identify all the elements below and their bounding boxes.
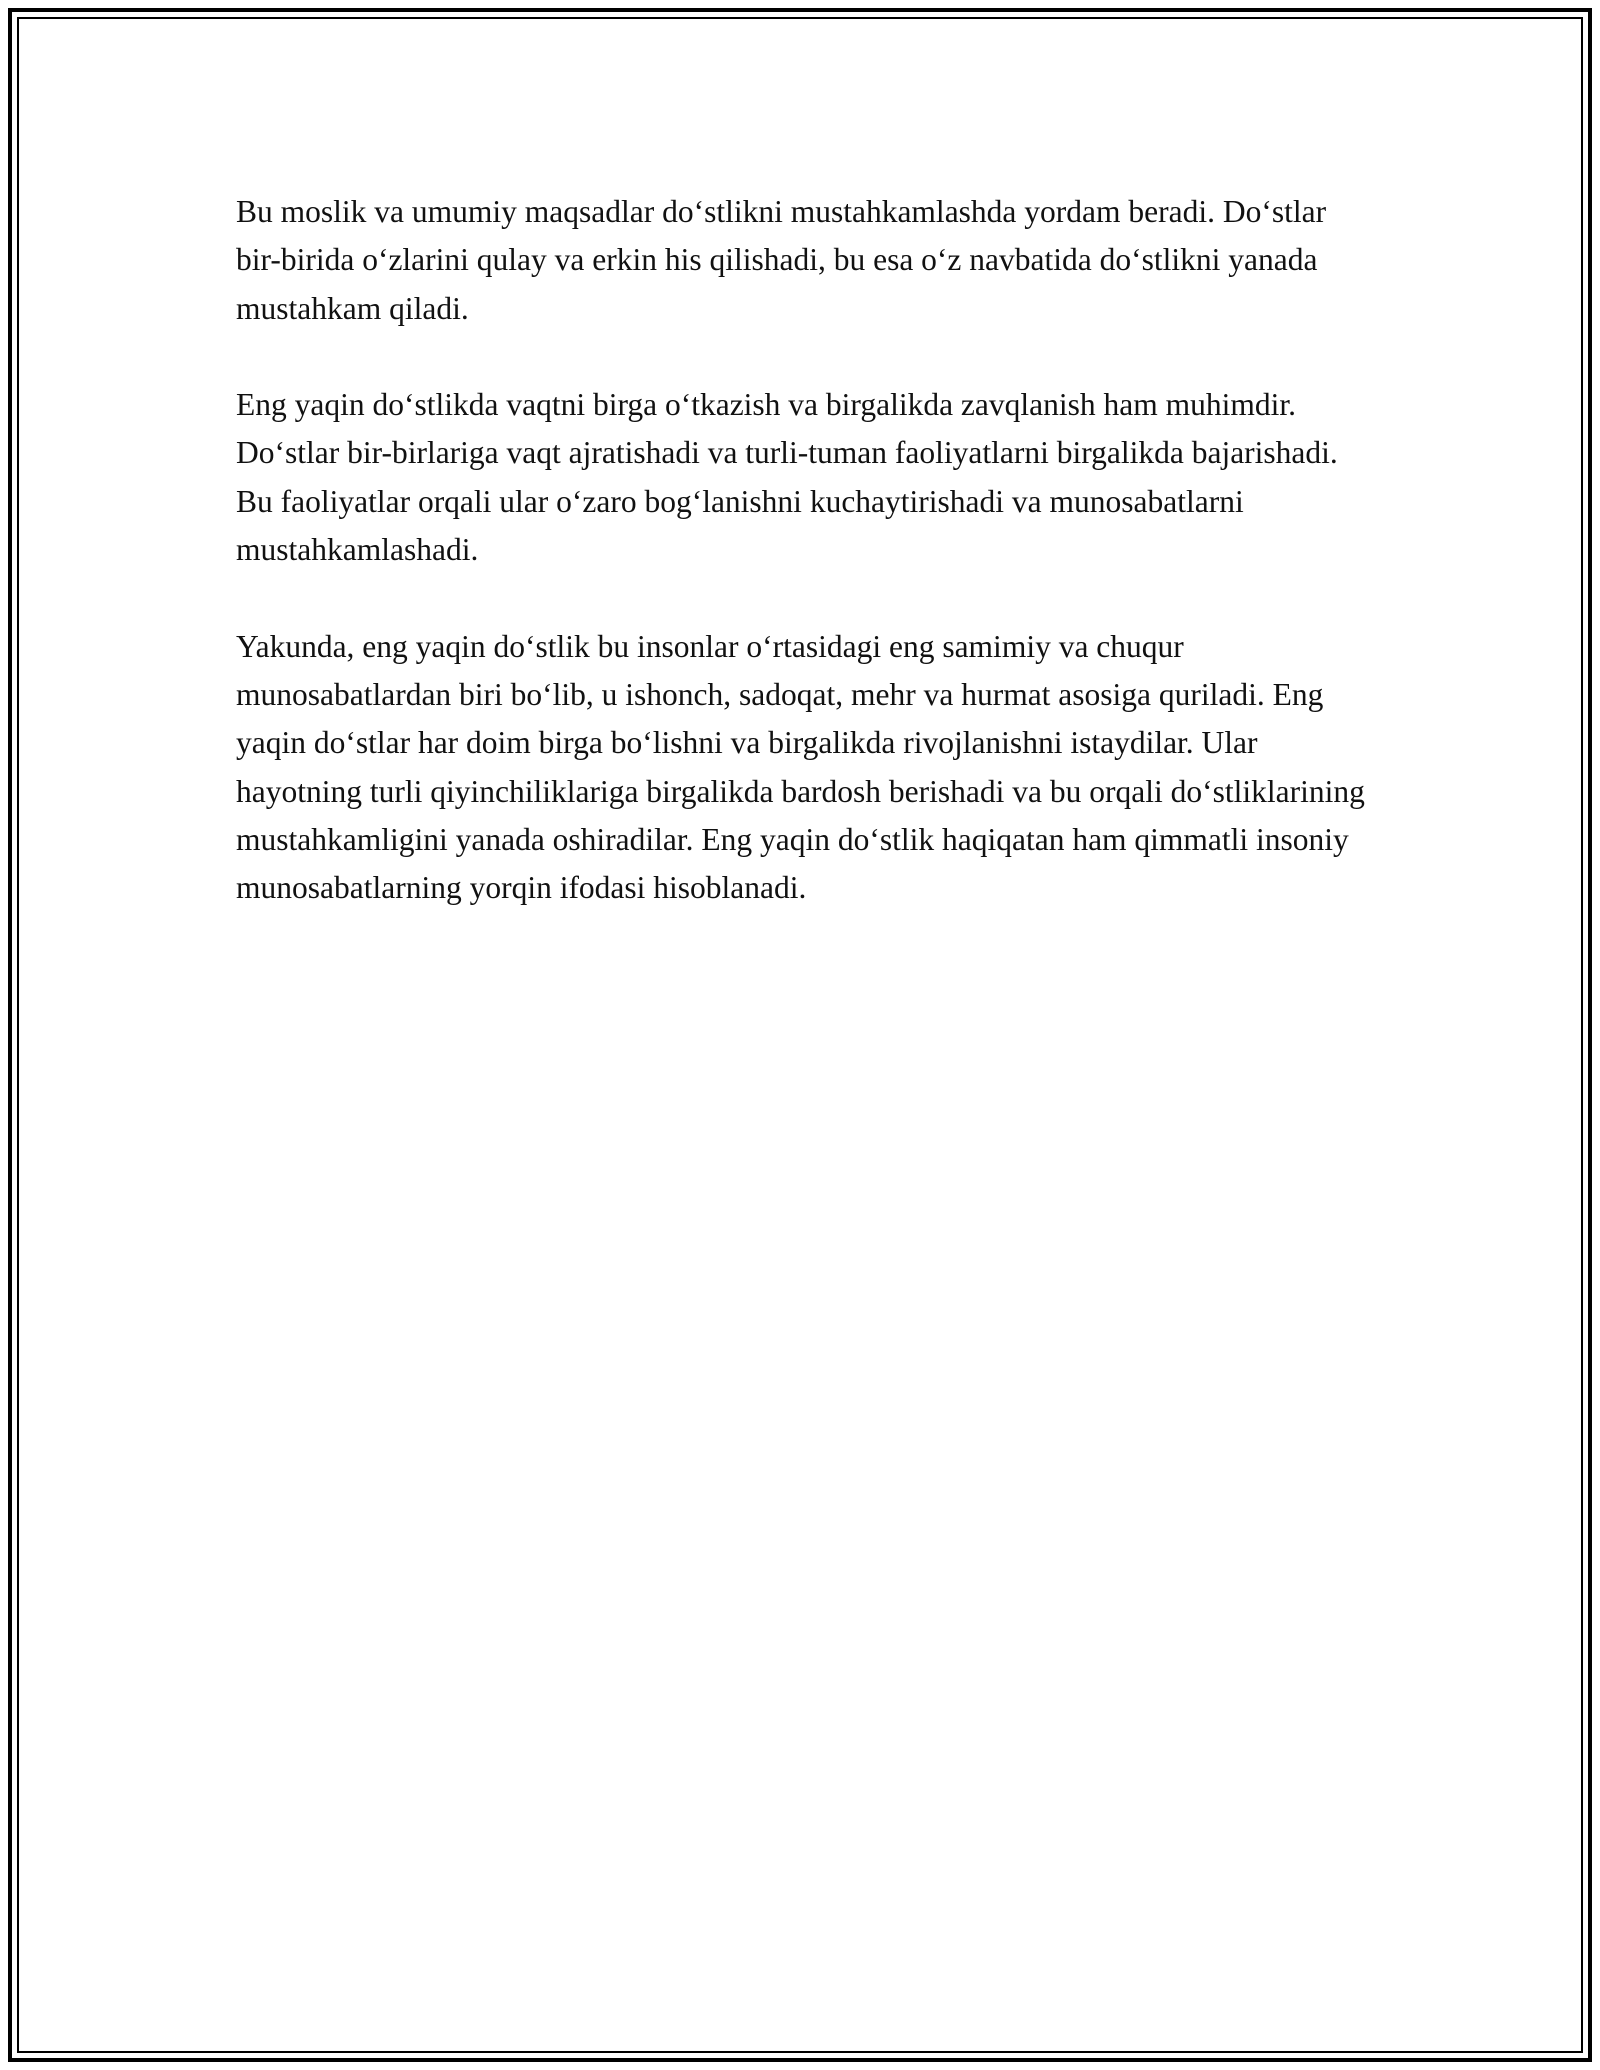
paragraph: Eng yaqin do‘stlikda vaqtni birga o‘tkazish va birgalikda zavqlanish ham muhimdir. Do‘stlar bir-birlariga vaqt ajratishadi va turli-tuman faoliyatlarni birgalikda bajarishadi. Bu faoliyatlar orqali ular o‘zaro bog‘lanishni kuchaytirishadi va munosabatlarni mustahkamlashadi. <box>236 387 1338 568</box>
document-body <box>236 188 1376 961</box>
paragraph: Bu moslik va umumiy maqsadlar do‘stlikni mustahkamlashda yordam beradi. Do‘stlar bir-birida o‘zlarini qulay va erkin his qilishadi, bu esa o‘z navbatida do‘stlikni yanada mustahkam qiladi. <box>236 194 1327 326</box>
paragraph: Yakunda, eng yaqin do‘stlik bu insonlar o‘rtasidagi eng samimiy va chuqur munosabatlardan biri bo‘lib, u ishonch, sadoqat, mehr va hurmat asosiga quriladi. Eng yaqin do‘stlar har doim birga bo‘lishni va birgalikda rivojlanishni istaydilar. Ular hayotning turli qiyinchiliklariga birgalikda bardosh berishadi va bu orqali do‘stliklarining mustahkamligini yanada oshiradilar. Eng yaqin do‘stlik haqiqatan ham qimmatli insoniy munosabatlarning yorqin ifodasi hisoblanadi. <box>236 628 1365 906</box>
